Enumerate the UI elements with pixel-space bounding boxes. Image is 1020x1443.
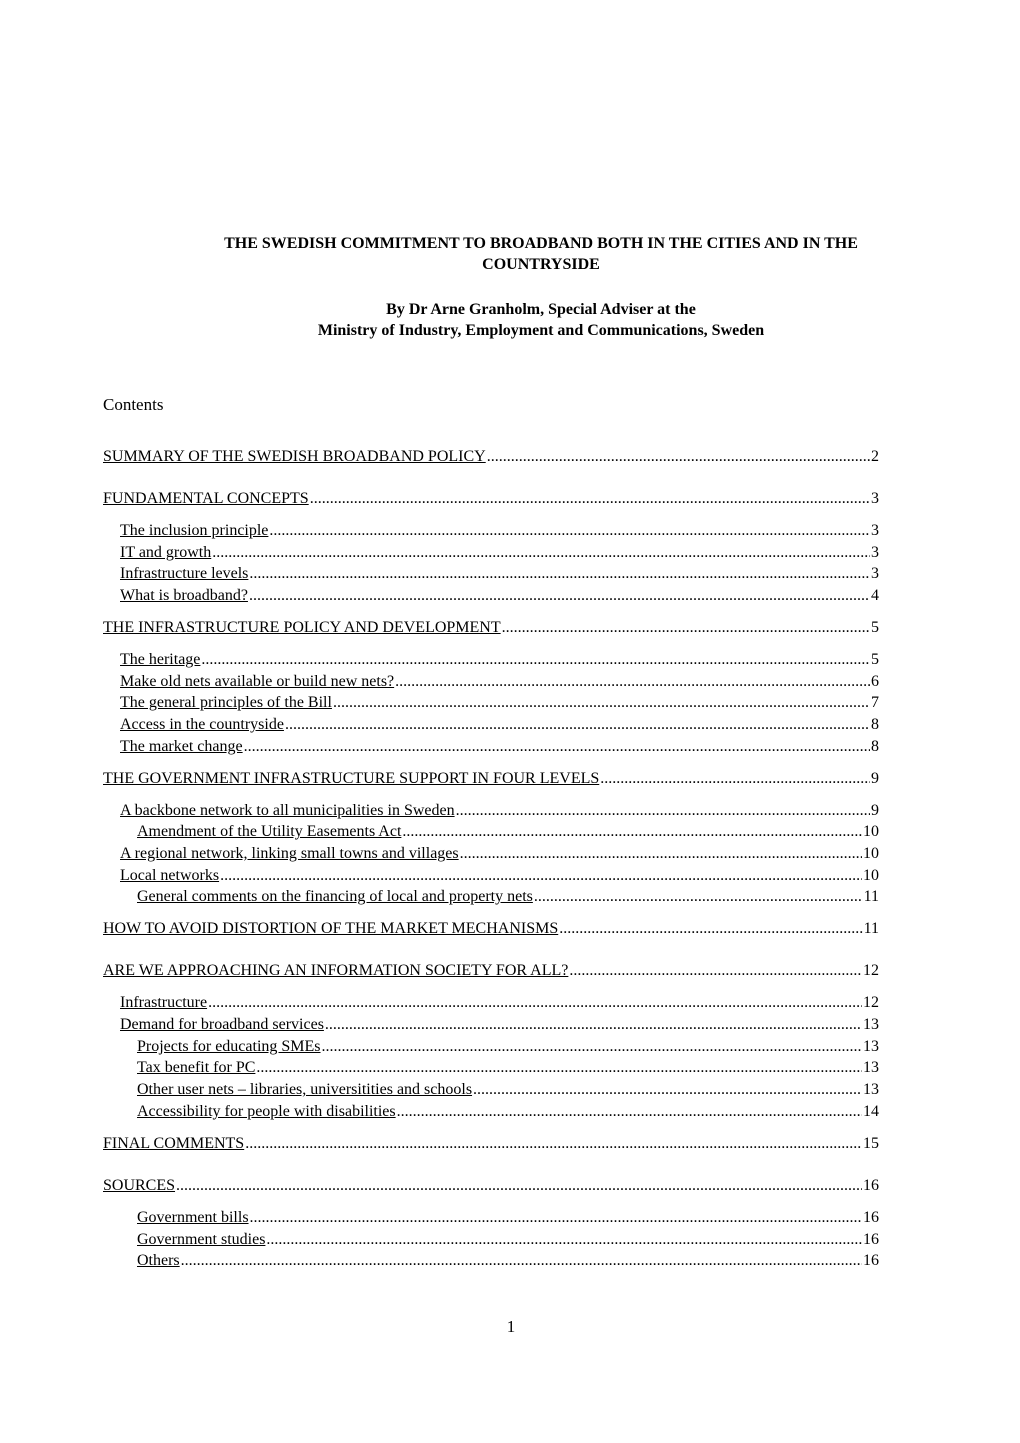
toc-entry-label[interactable]: Infrastructure [120, 994, 208, 1011]
toc-page-number: 10 [863, 823, 879, 840]
toc-leader-dots [473, 1079, 862, 1100]
toc-entry-label[interactable]: THE GOVERNMENT INFRASTRUCTURE SUPPORT IN FOUR LEVELS [103, 770, 600, 787]
toc-entry[interactable] [103, 1175, 879, 1196]
toc-page-number: 3 [871, 490, 879, 507]
toc-entry-label[interactable]: The heritage [120, 651, 201, 668]
toc-entry-label[interactable]: ARE WE APPROACHING AN INFORMATION SOCIETY FOR ALL? [103, 962, 569, 979]
toc-entry[interactable] [120, 542, 879, 563]
toc-leader-dots [250, 1207, 862, 1228]
toc-entry-label[interactable]: IT and growth [120, 544, 212, 561]
toc-page-number: 9 [871, 770, 879, 787]
toc-entry-label[interactable]: Other user nets – libraries, universitities and schools [137, 1081, 473, 1098]
toc-entry[interactable] [120, 563, 879, 584]
toc-entry[interactable] [137, 886, 879, 907]
toc-page-number: 2 [871, 448, 879, 465]
toc-leader-dots [534, 886, 863, 907]
toc-page-number: 7 [871, 694, 879, 711]
toc-page-number: 3 [871, 522, 879, 539]
toc-entry-label[interactable]: HOW TO AVOID DISTORTION OF THE MARKET MECHANISMS [103, 920, 559, 937]
toc-leader-dots [395, 671, 870, 692]
toc-page-number: 14 [863, 1103, 879, 1120]
toc-page-number: 12 [863, 962, 879, 979]
toc-leader-dots [285, 714, 870, 735]
toc-leader-dots [266, 1229, 862, 1250]
toc-page-number: 3 [871, 544, 879, 561]
toc-entry-label[interactable]: FINAL COMMENTS [103, 1135, 245, 1152]
toc-page-number: 3 [871, 565, 879, 582]
toc-leader-dots [397, 1101, 862, 1122]
toc-page-number: 16 [863, 1231, 879, 1248]
toc-leader-dots [502, 617, 870, 638]
toc-leader-dots [600, 768, 870, 789]
toc-leader-dots [212, 542, 870, 563]
toc-entry[interactable] [137, 1101, 879, 1122]
toc-entry[interactable] [120, 649, 879, 670]
toc-entry[interactable] [137, 1057, 879, 1078]
toc-page-number: 16 [863, 1177, 879, 1194]
toc-leader-dots [402, 821, 862, 842]
toc-entry[interactable] [137, 1079, 879, 1100]
toc-leader-dots [244, 736, 870, 757]
contents-heading: Contents [103, 395, 164, 414]
toc-entry-label[interactable]: Projects for educating SMEs [137, 1038, 321, 1055]
toc-entry[interactable] [103, 768, 879, 789]
toc-page-number: 6 [871, 673, 879, 690]
toc-entry[interactable] [120, 843, 879, 864]
toc-entry[interactable] [137, 1229, 879, 1250]
toc-leader-dots [181, 1250, 862, 1271]
toc-leader-dots [201, 649, 870, 670]
toc-entry[interactable] [120, 736, 879, 757]
toc-entry[interactable] [137, 1036, 879, 1057]
toc-entry[interactable] [103, 617, 879, 638]
toc-page-number: 10 [863, 867, 879, 884]
toc-leader-dots [487, 446, 870, 467]
toc-entry-label[interactable]: Others [137, 1252, 180, 1269]
toc-entry-label[interactable]: A regional network, linking small towns and villages [120, 845, 459, 862]
toc-entry-label[interactable]: Demand for broadband services [120, 1016, 324, 1033]
toc-leader-dots [245, 1133, 862, 1154]
byline-line-2: Ministry of Industry, Employment and Communications, Sweden [317, 322, 765, 339]
toc-page-number: 10 [863, 845, 879, 862]
toc-page-number: 9 [871, 802, 879, 819]
toc-page-number: 13 [863, 1038, 879, 1055]
toc-entry-label[interactable]: The inclusion principle [120, 522, 269, 539]
toc-entry-label[interactable]: Access in the countryside [120, 716, 284, 733]
toc-entry[interactable] [137, 821, 879, 842]
toc-page-number: 13 [863, 1059, 879, 1076]
toc-leader-dots [208, 992, 862, 1013]
toc-entry[interactable] [103, 960, 879, 981]
toc-page-number: 11 [863, 920, 879, 937]
toc-entry[interactable] [120, 585, 879, 606]
toc-page-number: 4 [871, 587, 879, 604]
toc-leader-dots [249, 585, 870, 606]
toc-entry-label[interactable]: The general principles of the Bill [120, 694, 332, 711]
toc-leader-dots [249, 563, 870, 584]
toc-page-number: 5 [871, 651, 879, 668]
toc-leader-dots [256, 1057, 862, 1078]
toc-entry[interactable] [120, 1014, 879, 1035]
toc-leader-dots [333, 692, 870, 713]
toc-leader-dots [569, 960, 862, 981]
toc-entry-label[interactable]: SOURCES [103, 1177, 176, 1194]
toc-entry[interactable] [120, 714, 879, 735]
toc-entry-label[interactable]: Infrastructure levels [120, 565, 249, 582]
toc-entry[interactable] [103, 1133, 879, 1154]
toc-page-number: 12 [863, 994, 879, 1011]
toc-leader-dots [220, 865, 862, 886]
toc-entry-label[interactable]: Local networks [120, 867, 220, 884]
document-title [103, 233, 979, 275]
page-number: 1 [506, 1317, 516, 1336]
toc-entry-label[interactable]: Accessibility for people with disabilities [137, 1103, 396, 1120]
toc-page-number: 16 [863, 1209, 879, 1226]
toc-leader-dots [460, 843, 862, 864]
toc-leader-dots [176, 1175, 862, 1196]
toc-entry[interactable] [120, 800, 879, 821]
toc-entry[interactable] [103, 488, 879, 509]
toc-entry[interactable] [120, 520, 879, 541]
byline-line-1: By Dr Arne Granholm, Special Adviser at the [386, 301, 696, 318]
toc-entry[interactable] [120, 671, 879, 692]
toc-leader-dots [559, 918, 862, 939]
toc-page-number: 13 [863, 1016, 879, 1033]
toc-entry-label[interactable]: Amendment of the Utility Easements Act [137, 823, 402, 840]
toc-leader-dots [269, 520, 870, 541]
toc-entry-label[interactable]: Government bills [137, 1209, 249, 1226]
toc-entry[interactable] [120, 692, 879, 713]
toc-leader-dots [325, 1014, 862, 1035]
toc-entry-label[interactable]: FUNDAMENTAL CONCEPTS [103, 490, 309, 507]
toc-leader-dots [322, 1036, 862, 1057]
toc-entry-label[interactable]: The market change [120, 738, 243, 755]
toc-entry-label[interactable]: Make old nets available or build new nets? [120, 673, 395, 690]
toc-entry-label[interactable]: What is broadband? [120, 587, 248, 604]
toc-entry[interactable] [103, 446, 879, 467]
toc-entry-label[interactable]: SUMMARY OF THE SWEDISH BROADBAND POLICY [103, 448, 486, 465]
toc-entry-label[interactable]: THE INFRASTRUCTURE POLICY AND DEVELOPMENT [103, 619, 501, 636]
toc-entry[interactable] [103, 918, 879, 939]
toc-leader-dots [456, 800, 870, 821]
toc-entry[interactable] [120, 865, 879, 886]
toc-page-number: 5 [871, 619, 879, 636]
title-line-1: THE SWEDISH COMMITMENT TO BROADBAND BOTH IN THE CITIES AND IN THE [224, 235, 858, 252]
author-byline [103, 299, 979, 341]
toc-entry[interactable] [120, 992, 879, 1013]
toc-page-number: 8 [871, 716, 879, 733]
toc-entry[interactable] [137, 1250, 879, 1271]
toc-entry[interactable] [137, 1207, 879, 1228]
toc-page-number: 11 [863, 888, 879, 905]
toc-page-number: 8 [871, 738, 879, 755]
toc-page-number: 13 [863, 1081, 879, 1098]
toc-entry-label[interactable]: Government studies [137, 1231, 266, 1248]
toc-page-number: 15 [863, 1135, 879, 1152]
title-line-2: COUNTRYSIDE [482, 256, 600, 273]
toc-leader-dots [310, 488, 870, 509]
toc-entry-label[interactable]: General comments on the financing of local and property nets [137, 888, 533, 905]
toc-entry-label[interactable]: A backbone network to all municipalities in Sweden [120, 802, 455, 819]
toc-page-number: 16 [863, 1252, 879, 1269]
toc-entry-label[interactable]: Tax benefit for PC [137, 1059, 256, 1076]
